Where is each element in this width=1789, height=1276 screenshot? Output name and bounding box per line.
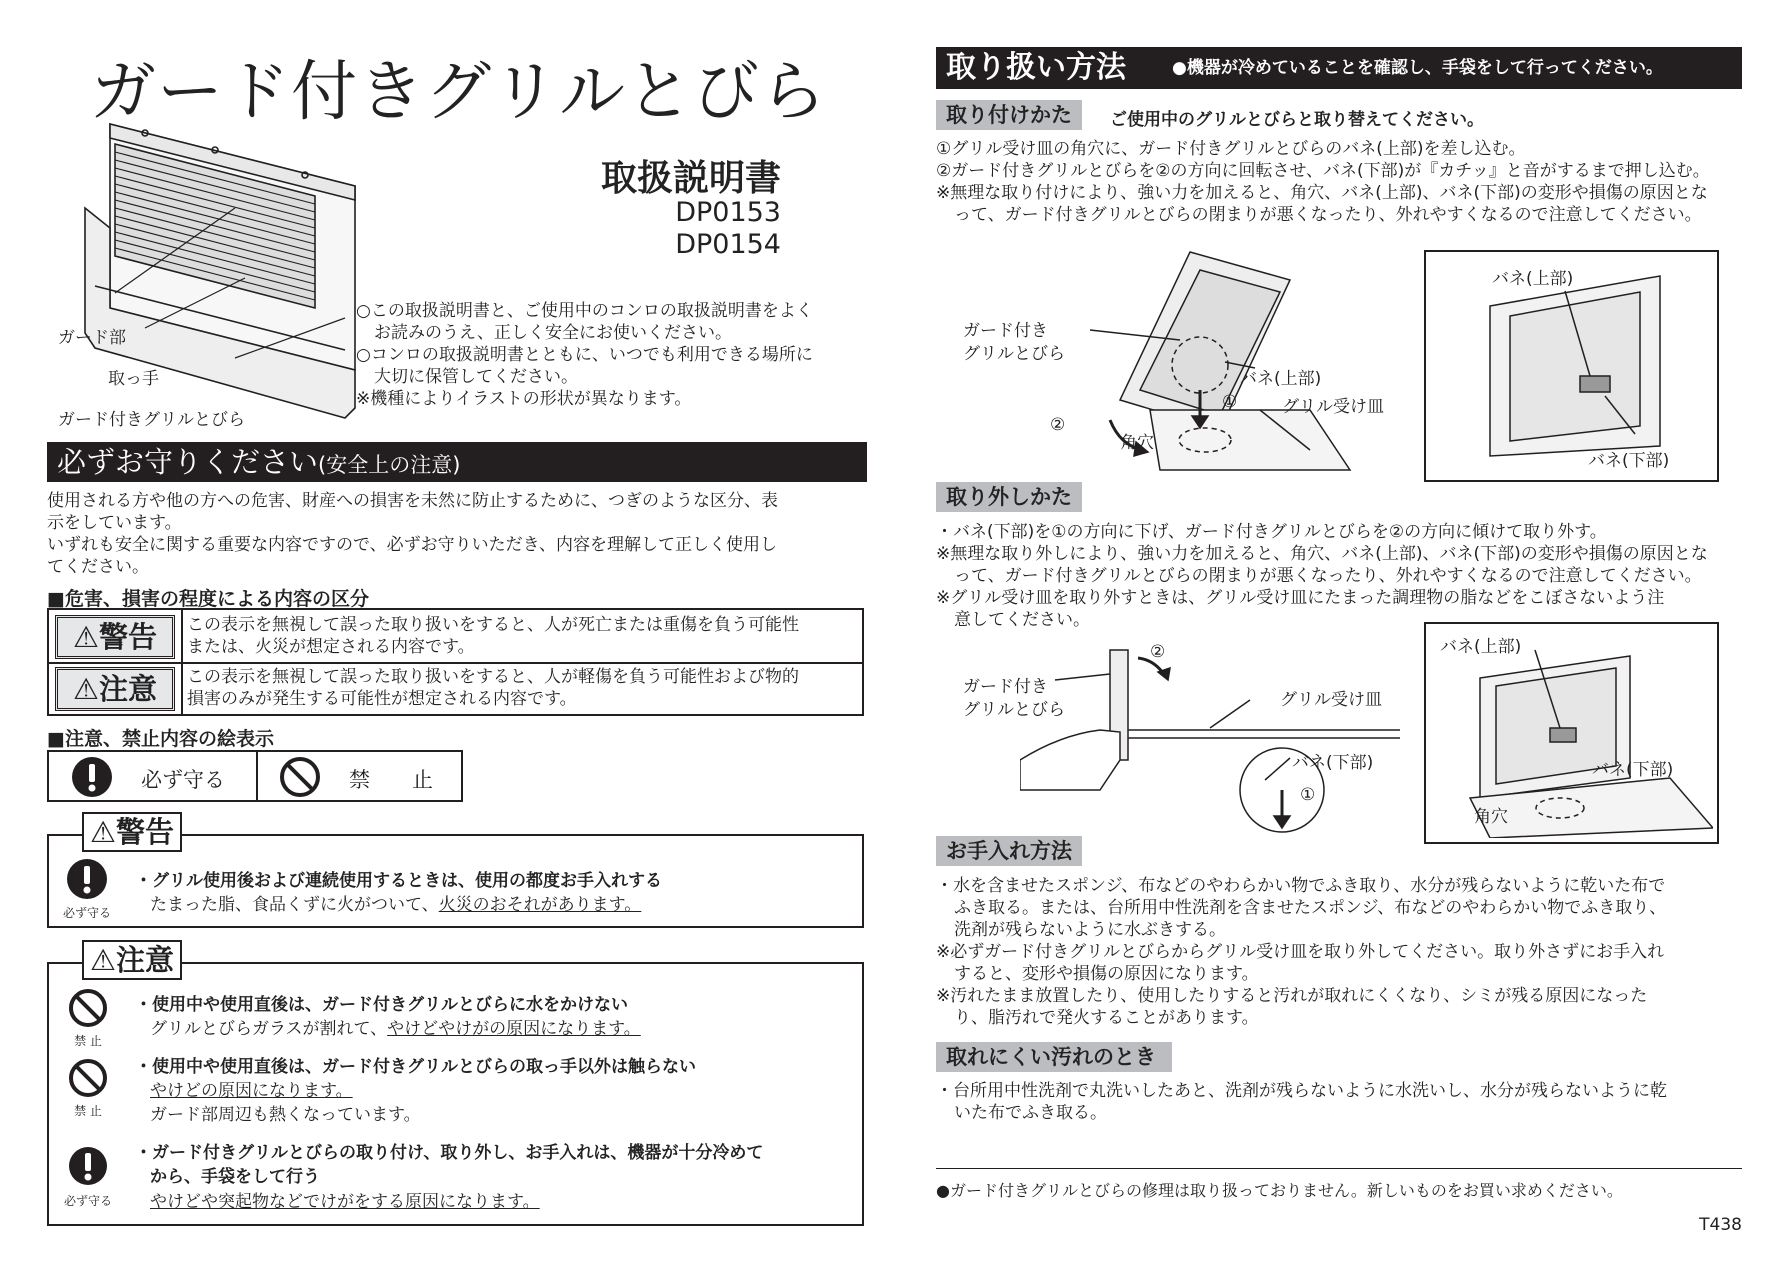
caution-icon-caption-2: 禁 止	[74, 1104, 102, 1118]
intro-text: ○この取扱説明書と、ご使用中のコンロの取扱説明書をよく お読みのうえ、正しく安全にお使いください。 ○コンロの取扱説明書とともに、いつでも利用できる場所に 大切に保管してください。 ※機種によりイラストの形状が異なります。	[356, 301, 813, 409]
remove-detail-hole: 角穴	[1474, 807, 1508, 827]
pict-must-label: 必ず守る	[141, 768, 225, 792]
remove-diagram	[1020, 640, 1400, 840]
exclamation-icon	[71, 756, 113, 798]
warning-tab: ⚠警告	[82, 812, 182, 852]
handling-heading: 取り扱い方法 ●機器が冷めていることを確認し、手袋をして行ってください。	[936, 47, 1742, 89]
remove-door-label-1: ガード付き	[963, 677, 1048, 697]
care-text: ・水を含ませたスポンジ、布などのやわらかい物でふき取り、水分が残らないように乾いた布で ふき取る。または、台所用中性洗剤を含ませたスポンジ、布などのやわらかい物でふき取り、 洗剤が残らないように水ぶきする。 ※必ずガード付きグリルとびらからグリル受け皿を取り外してください。取り外さずにお手入れ すると、変形や損傷の原因になります。 ※汚れたまま放置したり、使用したりすると汚れが取れにくくなり、シミが残る原因になった り、脂汚れで発火することがあります。	[936, 876, 1667, 1028]
prohibit-icon	[68, 1058, 108, 1098]
page-title: ガード付きグリルとびら	[90, 53, 827, 130]
pictogram-title: ■注意、禁止内容の絵表示	[47, 728, 274, 750]
prohibit-icon	[68, 988, 108, 1028]
install-detail-top: バネ(上部)	[1492, 269, 1574, 289]
caution-icon-caption-3: 必ず守る	[63, 1194, 112, 1208]
label-door: ガード付きグリルとびら	[58, 410, 245, 430]
remove-tray-label: グリル受け皿	[1280, 690, 1382, 710]
label-guard: ガード部	[58, 328, 126, 348]
exclamation-icon	[66, 858, 108, 900]
stubborn-heading: 取れにくい汚れのとき	[936, 1042, 1172, 1072]
remove-detail-bottom: バネ(下部)	[1592, 760, 1674, 780]
table-col-divider	[181, 610, 183, 714]
install-n1: ①	[1222, 392, 1238, 412]
class-title: ■危害、損害の程度による内容の区分	[47, 588, 369, 610]
remove-heading: 取り外しかた	[936, 482, 1082, 512]
label-handle: 取っ手	[108, 369, 159, 389]
prohibit-icon	[279, 756, 321, 798]
remove-door-label-2: グリルとびら	[963, 700, 1065, 720]
document-code: T438	[1699, 1215, 1742, 1235]
caution-head-1: ・使用中や使用直後は、ガード付きグリルとびらに水をかけない	[135, 995, 628, 1015]
warning-icon-caption: 必ず守る	[62, 906, 111, 920]
manual-title: 取扱説明書	[600, 158, 781, 199]
footer-note: ●ガード付きグリルとびらの修理は取り扱っておりません。新しいものをお買い求めください。	[936, 1181, 1623, 1200]
install-hole-label: 角穴	[1120, 433, 1154, 453]
remove-detail-top: バネ(上部)	[1440, 637, 1522, 657]
install-tray-label: グリル受け皿	[1282, 397, 1384, 417]
model-number-1: DP0153	[675, 197, 781, 228]
install-detail-drawing	[1430, 256, 1713, 476]
caution-icon-caption-1: 禁 止	[74, 1034, 102, 1048]
warning-badge: ⚠警告	[55, 615, 175, 659]
install-note: ご使用中のグリルとびらと取り替えてください。	[1110, 110, 1484, 130]
caution-description: この表示を無視して誤った取り扱いをすると、人が軽傷を負う可能性および物的 損害のみが発生する可能性が想定される内容です。	[187, 667, 799, 709]
caution-body-1: グリルとびらガラスが割れて、やけどやけがの原因になります。	[150, 1019, 641, 1039]
product-illustration	[55, 118, 365, 428]
remove-n2: ②	[1150, 642, 1166, 662]
footer-divider	[936, 1168, 1742, 1169]
pictogram-table	[47, 750, 463, 802]
warning-description: この表示を無視して誤った取り扱いをすると、人が死亡または重傷を負う可能性 または、火災が想定される内容です。	[187, 615, 799, 657]
safety-heading: 必ずお守りください(安全上の注意)	[47, 442, 867, 482]
model-number-2: DP0154	[675, 229, 781, 260]
caution-body-3: やけどや突起物などでけがをする原因になります。	[150, 1192, 540, 1212]
remove-spring-bottom-label: バネ(下部)	[1292, 753, 1374, 773]
warning-body: たまった脂、食品くずに火がついて、火災のおそれがあります。	[150, 895, 642, 915]
caution-head-3: ・ガード付きグリルとびらの取り付け、取り外し、お手入れは、機器が十分冷めて	[135, 1143, 764, 1163]
pict-prohibit-label: 禁 止	[349, 768, 433, 792]
exclamation-icon	[68, 1146, 108, 1186]
install-text: ①グリル受け皿の角穴に、ガード付きグリルとびらのバネ(上部)を差し込む。 ②ガード付きグリルとびらを②の方向に回転させ、バネ(下部)が『カチッ』と音がするまで押し込む。 ※無理な取り付けにより、強い力を加えると、角穴、バネ(上部)、バネ(下部)の変形や損傷の原因とな って、ガード付きグリルとびらの閉まりが悪くなったり、外れやすくなるので注意してください。	[936, 139, 1710, 225]
install-heading: 取り付けかた	[936, 100, 1082, 130]
warning-head: ・グリル使用後および連続使用するときは、使用の都度お手入れする	[135, 871, 662, 891]
classification-table	[47, 608, 864, 716]
stubborn-text: ・台所用中性洗剤で丸洗いしたあと、洗剤が残らないように水洗いし、水分が残らないように乾 いた布でふき取る。	[936, 1081, 1667, 1123]
install-door-label-1: ガード付き	[963, 321, 1048, 341]
remove-n1: ①	[1300, 785, 1316, 805]
care-heading: お手入れ方法	[936, 836, 1082, 866]
install-spring-top-label: バネ(上部)	[1240, 369, 1322, 389]
install-door-label-2: グリルとびら	[963, 344, 1065, 364]
install-detail-bottom: バネ(下部)	[1588, 451, 1670, 471]
caution-tab: ⚠注意	[82, 940, 182, 980]
caution-head-3b: から、手袋をして行う	[150, 1167, 320, 1187]
remove-text: ・バネ(下部)を①の方向に下げ、ガード付きグリルとびらを②の方向に傾けて取り外す。 ※無理な取り外しにより、強い力を加えると、角穴、バネ(上部)、バネ(下部)の変形や損傷の原因とな って、ガード付きグリルとびらの閉まりが悪くなったり、外れやすくなるので注意してください。 ※グリル受け皿を取り外すときは、グリル受け皿にたまった調理物の脂などをこぼさないよう注 意してください。	[936, 522, 1708, 630]
caution-head-2: ・使用中や使用直後は、ガード付きグリルとびらの取っ手以外は触らない	[135, 1057, 696, 1077]
safety-intro: 使用される方や他の方への危害、財産への損害を未然に防止するために、つぎのような区分、表 示をしています。 いずれも安全に関する重要な内容ですので、必ずお守りいただき、内容を理解して正しく使用し てください。	[47, 491, 778, 577]
install-n2: ②	[1050, 415, 1066, 435]
pict-divider	[256, 752, 258, 800]
caution-body-2-extra: ガード部周辺も熱くなっています。	[150, 1105, 421, 1125]
caution-body-2: やけどの原因になります。	[150, 1081, 353, 1101]
remove-detail-drawing	[1430, 628, 1713, 838]
table-divider	[49, 662, 862, 664]
caution-badge: ⚠注意	[55, 667, 175, 711]
